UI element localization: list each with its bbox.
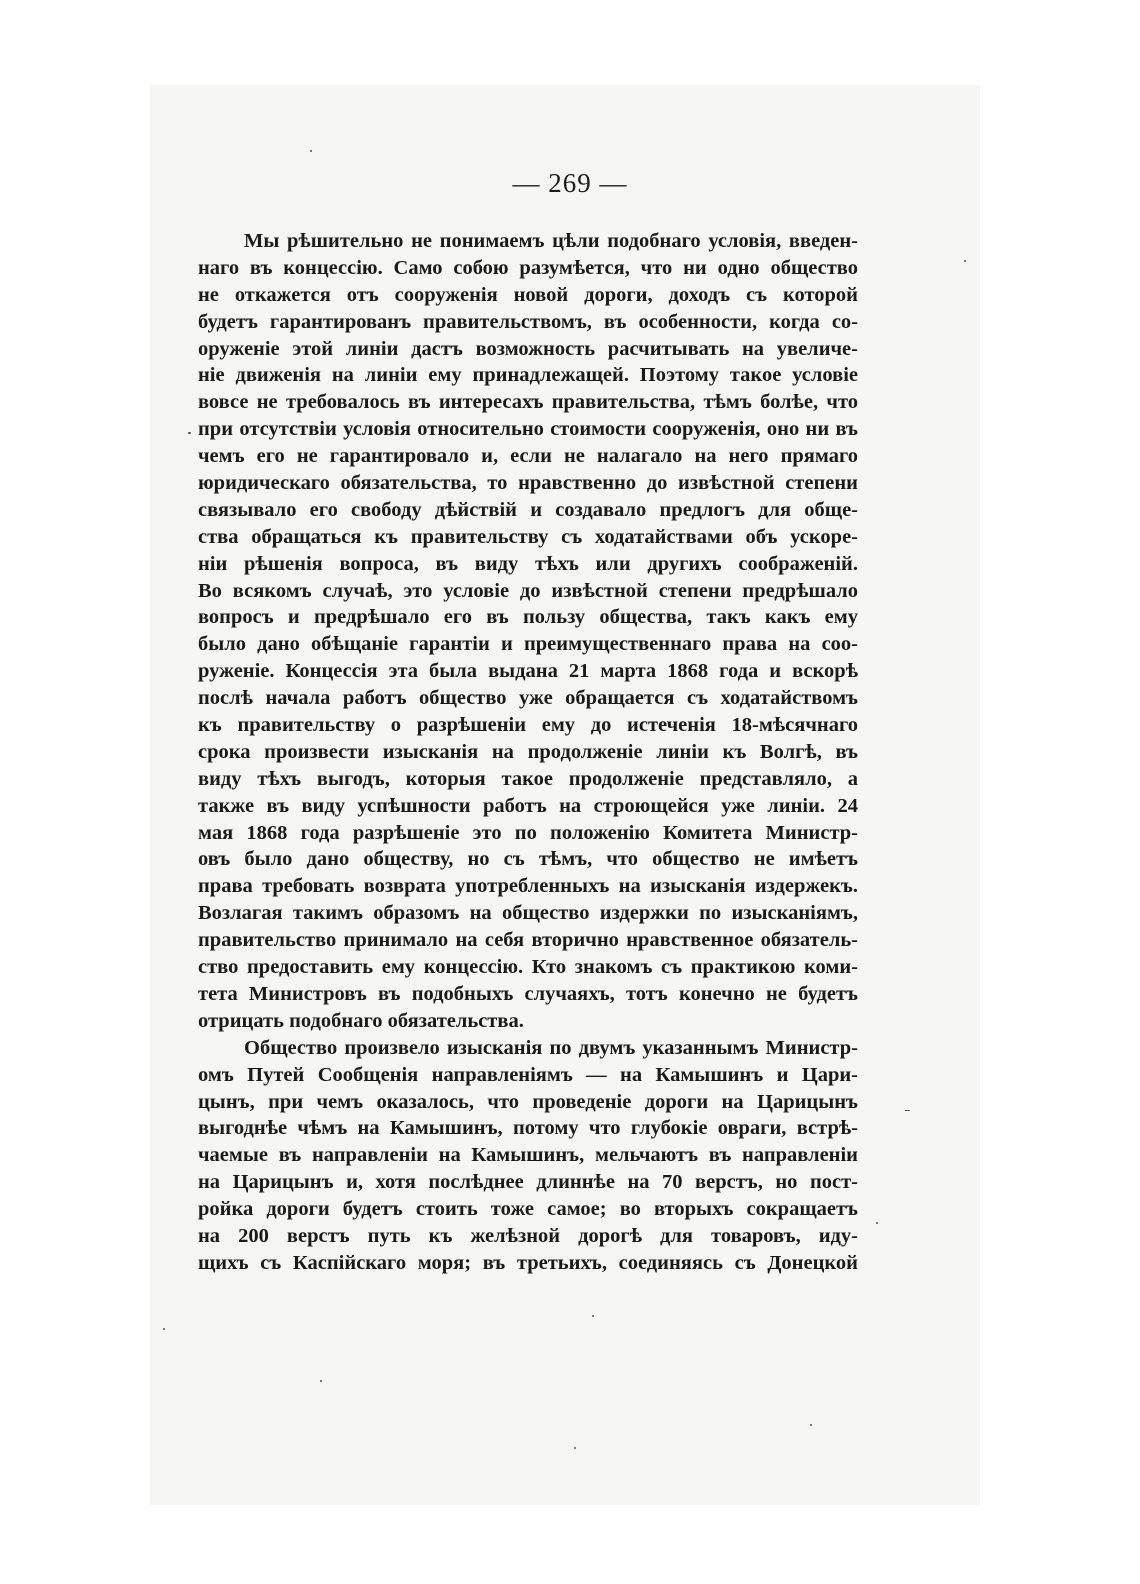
text-line: на 200 верстъ путь къ желѣзной дорогѣ для товаровъ, иду- <box>198 1224 858 1247</box>
text-line: щихъ съ Каспійскаго моря; въ третьихъ, соединяясь съ Донецкой <box>198 1251 858 1274</box>
text-line: вопросъ и предрѣшало его въ пользу общества, такъ какъ ему <box>198 606 858 629</box>
text-line: овъ было дано обществу, но съ тѣмъ, что общество не имѣетъ <box>198 848 858 871</box>
text-line: ройка дороги будетъ стоить тоже самое; во вторыхъ сокращаетъ <box>198 1198 858 1221</box>
text-line: Возлагая такимъ образомъ на общество издержки по изысканіямъ, <box>198 902 858 925</box>
text-line: будетъ гарантированъ правительствомъ, въ особенности, когда со- <box>198 310 858 333</box>
scan-speck <box>310 150 312 152</box>
scan-speck <box>320 1380 322 1382</box>
text-line: при отсутствіи условія относительно стоимости сооруженія, оно ни въ <box>198 418 858 441</box>
scan-speck <box>876 1222 878 1224</box>
text-line: права требовать возврата употребленныхъ на изысканія издержекъ. <box>198 875 858 898</box>
text-line: Во всякомъ случаѣ, это условіе до извѣстной степени предрѣшало <box>198 579 858 602</box>
text-line: Мы рѣшительно не понимаемъ цѣли подобнаго условія, введен- <box>244 230 858 252</box>
text-line: связывало его свободу дѣйствій и создавало предлогъ для обще- <box>198 498 858 521</box>
scan-speck <box>810 1424 812 1426</box>
text-line: выгоднѣе чѣмъ на Камышинъ, потому что глубокіе овраги, встрѣ- <box>198 1117 858 1140</box>
text-line: вовсе не требовалось въ интересахъ правительства, тѣмъ болѣе, что <box>198 391 858 414</box>
body-text <box>198 228 858 1277</box>
scan-speck <box>574 1447 576 1449</box>
text-line: не откажется отъ сооруженія новой дороги, доходъ съ которой <box>198 283 858 306</box>
text-line: было дано обѣщаніе гарантіи и преимущественнаго права на соо- <box>198 633 858 656</box>
scan-speck <box>905 1110 910 1111</box>
text-line: наго въ концессію. Само собою разумѣется, что ни одно общество <box>198 256 858 279</box>
text-line: мая 1868 года разрѣшеніе это по положенію Комитета Министр- <box>198 821 858 844</box>
paragraph <box>198 228 858 1035</box>
scan-speck <box>964 260 966 262</box>
text-line: омъ Путей Сообщенія направленіямъ — на Камышинъ и Цари- <box>198 1063 858 1086</box>
text-line: ніи рѣшенія вопроса, въ виду тѣхъ или другихъ соображеній. <box>198 552 858 575</box>
text-line: чемъ его не гарантировало и, если не налагало на него прямаго <box>198 445 858 468</box>
text-line: правительство принимало на себя вторично нравственное обязатель- <box>198 929 858 952</box>
text-line: Общество произвело изысканія по двумъ указаннымъ Министр- <box>244 1036 858 1059</box>
text-line: срока произвести изысканія на продолженіе линіи къ Волгѣ, въ <box>198 740 858 763</box>
text-line: также въ виду успѣшности работъ на строющейся уже линіи. 24 <box>198 794 858 817</box>
text-line: къ правительству о разрѣшеніи ему до истеченія 18-мѣсячнаго <box>198 714 858 737</box>
text-line: виду тѣхъ выгодъ, которыя такое продолженіе представляло, а <box>198 767 858 790</box>
text-line: юридическаго обязательства, то нравственно до извѣстной степени <box>198 472 858 495</box>
text-line: тета Министровъ въ подобныхъ случаяхъ, тотъ конечно не будетъ <box>198 982 858 1005</box>
text-line: ніе движенія на линіи ему принадлежащей. Поэтому такое условіе <box>198 364 858 387</box>
scan-speck <box>188 432 191 434</box>
text-line: послѣ начала работъ общество уже обращается съ ходатайствомъ <box>198 687 858 710</box>
text-line: цынъ, при чемъ оказалось, что проведеніе дороги на Царицынъ <box>198 1090 858 1113</box>
text-line: на Царицынъ и, хотя послѣднее длиннѣе на 70 верстъ, но пост- <box>198 1171 858 1194</box>
text-line: ство предоставить ему концессію. Кто знакомъ съ практикою коми- <box>198 956 858 979</box>
scan-speck <box>163 1328 165 1330</box>
text-line: отрицать подобнаго обязательства. <box>198 1009 524 1032</box>
text-line: чаемые въ направленіи на Камышинъ, мельчаютъ въ направленіи <box>198 1144 858 1167</box>
scan-speck <box>592 1315 594 1317</box>
text-line: ства обращаться къ правительству съ ходатайствами объ ускоре- <box>198 525 858 548</box>
text-line: руженіе. Концессія эта была выдана 21 марта 1868 года и вскорѣ <box>198 660 858 683</box>
paragraph <box>198 1035 858 1277</box>
page-number: — 269 — <box>512 168 628 198</box>
text-line: оруженіе этой линіи дастъ возможность расчитывать на увеличе- <box>198 337 858 360</box>
